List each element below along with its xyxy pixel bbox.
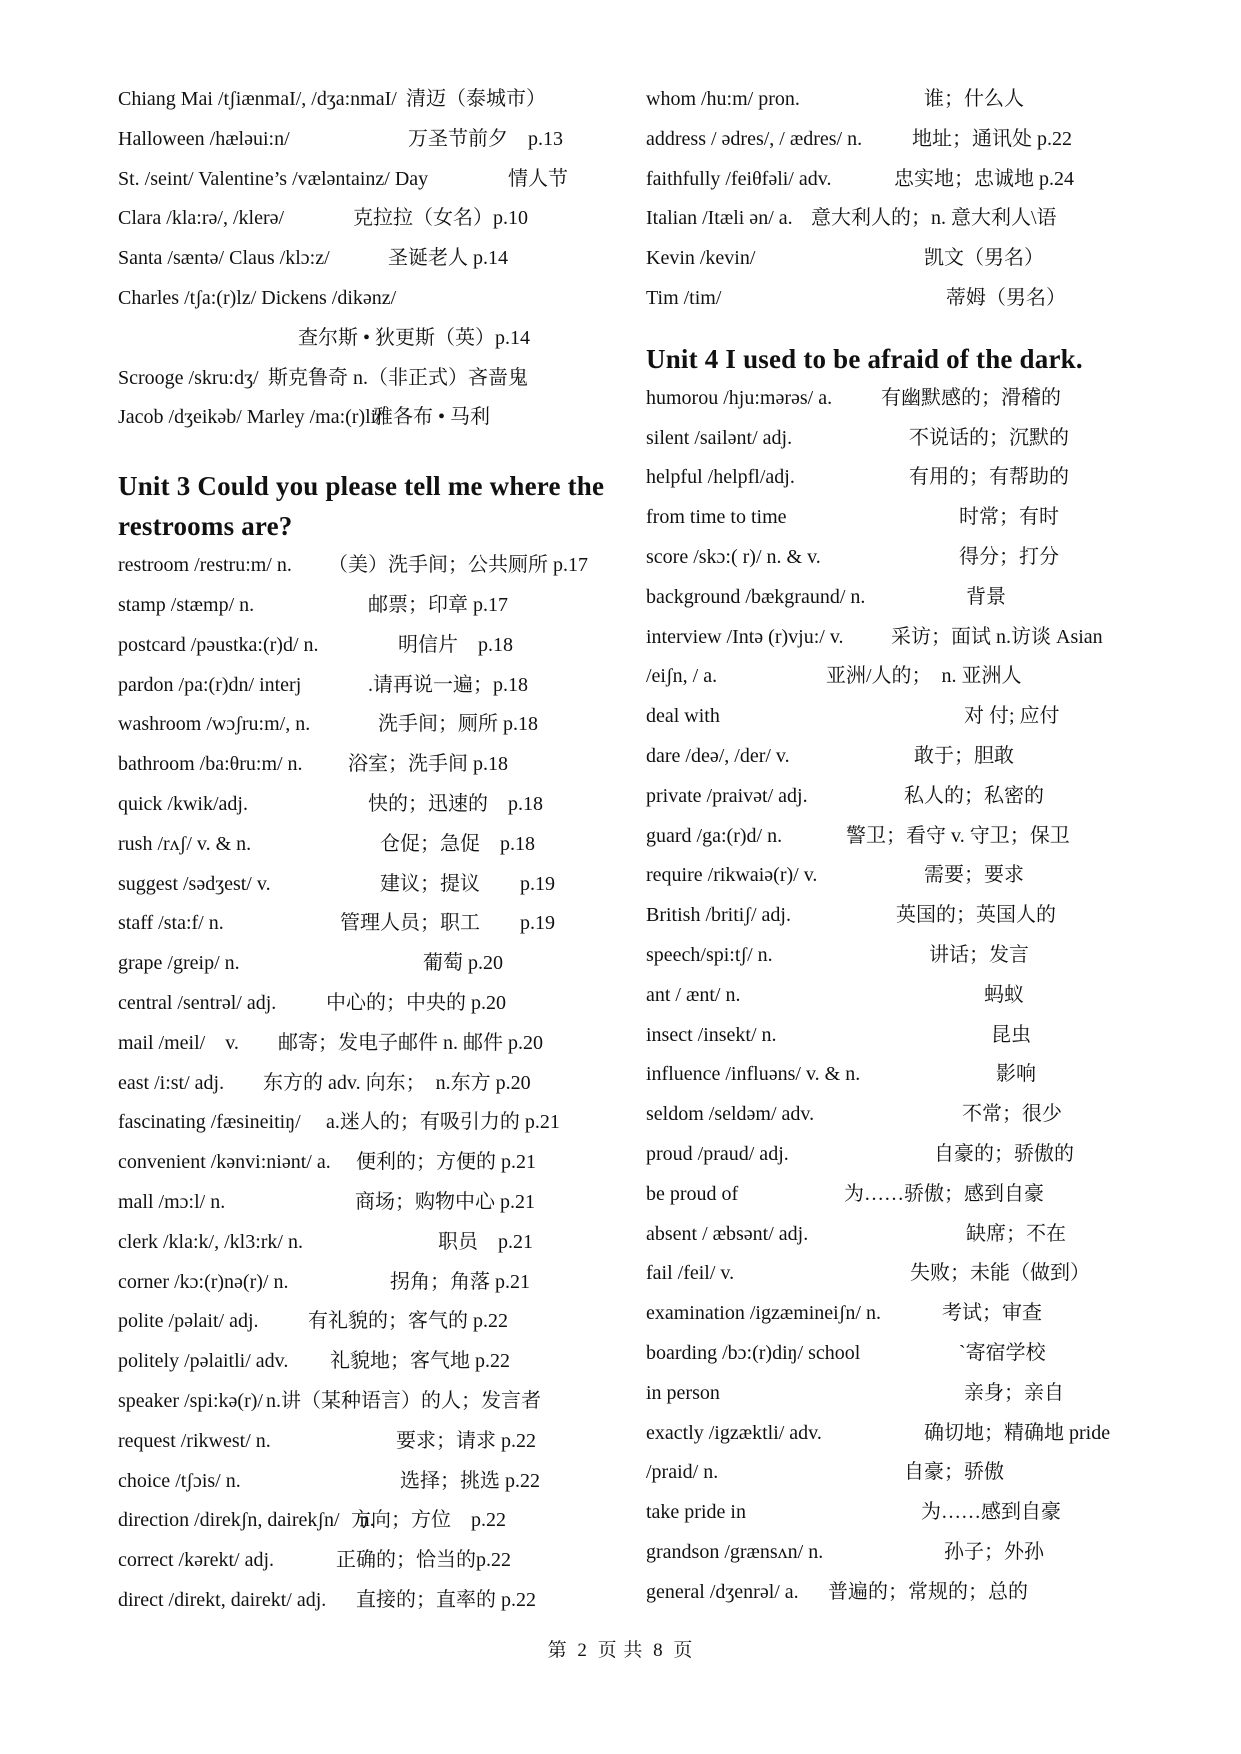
- entry-word: fascinating /fæsineitiŋ/: [118, 1111, 301, 1134]
- entry-word: direct /direkt, dairekt/ adj.: [118, 1588, 327, 1611]
- vocab-entry: [118, 239, 608, 279]
- entry-meaning: 有幽默感的；滑稽的: [881, 386, 1061, 409]
- unit3-vocab-entry: [118, 1422, 608, 1462]
- unit3-vocab-entry: [118, 1103, 608, 1143]
- entry-word: ant / ænt/ n.: [646, 983, 741, 1006]
- unit4-vocab-entry: [646, 379, 1166, 419]
- entry-meaning: 地址；通讯处 p.22: [912, 127, 1072, 150]
- entry-meaning: 凯文（男名）: [924, 247, 1044, 270]
- entry-word: stamp /stæmp/ n.: [118, 593, 255, 616]
- entry-meaning: 讲话；发言: [929, 943, 1029, 966]
- unit4-vocab-entry: [646, 697, 1166, 737]
- entry-word: politely /pəlaitli/ adv.: [118, 1350, 289, 1373]
- vocab-entry: [646, 199, 1166, 239]
- entry-meaning: 明信片 p.18: [398, 633, 513, 656]
- vocab-entry: [118, 359, 608, 399]
- entry-word: Santa /sæntə/ Claus /klɔ:z/: [118, 247, 330, 270]
- right-column: [646, 80, 1166, 1612]
- entry-meaning: 邮寄；发电子邮件 n. 邮件 p.20: [278, 1031, 543, 1054]
- unit4-vocab-entry: [646, 1095, 1166, 1135]
- unit3-vocab-entry: [118, 546, 608, 586]
- unit3-vocab-entry: [118, 904, 608, 944]
- entry-word: Italian /Itæli ən/ a.: [646, 207, 793, 230]
- footer-page-number: 2: [577, 1640, 588, 1661]
- entry-word: private /praivət/ adj.: [646, 784, 808, 807]
- entry-word: rush /rʌʃ/ v. & n.: [118, 832, 252, 855]
- entry-meaning: 自豪的；骄傲的: [934, 1142, 1074, 1165]
- unit4-vocab-entry: [646, 1493, 1166, 1533]
- unit3-vocab-entry: [118, 626, 608, 666]
- entry-meaning: 蒂姆（男名）: [946, 286, 1066, 309]
- entry-word: seldom /seldəm/ adv.: [646, 1103, 815, 1126]
- entry-meaning: 克拉拉（女名）p.10: [353, 207, 528, 230]
- unit3-vocab-entry: [118, 666, 608, 706]
- entry-meaning: 商场；购物中心 p.21: [355, 1190, 535, 1213]
- entry-meaning: 为……骄傲；感到自豪: [844, 1182, 1044, 1205]
- entry-meaning: 便利的；方便的 p.21: [356, 1151, 536, 1174]
- entry-meaning: 蚂蚁: [984, 983, 1024, 1006]
- vocab-entry: [646, 120, 1166, 160]
- unit3-vocab-entry: [118, 1342, 608, 1382]
- unit3-vocab-entry: [118, 1462, 608, 1502]
- entry-meaning: 雅各布 • 马利: [373, 406, 491, 429]
- unit4-vocab-entry: [646, 1334, 1166, 1374]
- entry-meaning: 谁；什么人: [924, 88, 1024, 110]
- entry-word: direction /direkʃn, dairekʃn/ n.: [118, 1509, 375, 1532]
- unit3-entries: [118, 546, 608, 1621]
- entry-meaning: 浴室；洗手间 p.18: [348, 753, 508, 776]
- entry-word: grape /greip/ n.: [118, 952, 240, 975]
- entry-word: deal with: [646, 705, 720, 728]
- entry-word: absent / æbsənt/ adj.: [646, 1222, 809, 1245]
- left-column: [118, 80, 608, 1621]
- unit3-vocab-entry: [118, 1223, 608, 1263]
- entry-word: staff /sta:f/ n.: [118, 912, 224, 935]
- entry-word: east /i:st/ adj.: [118, 1071, 225, 1094]
- footer-suffix: 页: [673, 1640, 694, 1661]
- entry-meaning: 拐角；角落 p.21: [390, 1270, 530, 1293]
- vocab-entry: [646, 80, 1166, 120]
- entry-meaning: 意大利人的；n. 意大利人\语: [811, 207, 1057, 230]
- entry-meaning: 管理人员；职工 p.19: [340, 912, 555, 935]
- entry-meaning: 确切地；精确地 pride: [924, 1421, 1111, 1444]
- vocab-entry: [118, 80, 608, 120]
- entry-meaning: 不常；很少: [962, 1103, 1062, 1126]
- unit3-vocab-entry: [118, 944, 608, 984]
- entry-word: clerk /kla:k/, /kl3:rk/ n.: [118, 1230, 303, 1253]
- entry-meaning: 斯克鲁奇 n.（非正式）吝啬鬼: [268, 366, 528, 389]
- entry-word: guard /ga:(r)d/ n.: [646, 824, 783, 847]
- entry-meaning: 敢于；胆敢: [914, 744, 1014, 767]
- left-top-entries: [118, 80, 608, 438]
- entry-word: washroom /wɔʃru:m/, n.: [118, 713, 311, 736]
- vocab-entry: [118, 279, 608, 319]
- entry-meaning: 葡萄 p.20: [423, 952, 503, 975]
- entry-meaning: a.迷人的；有吸引力的 p.21: [326, 1111, 560, 1134]
- page-footer: [0, 1635, 1241, 1662]
- unit3-vocab-entry: [118, 1024, 608, 1064]
- entry-meaning: 清迈（泰城市）: [406, 88, 546, 110]
- unit3-vocab-entry: [118, 1302, 608, 1342]
- unit3-vocab-entry: [118, 785, 608, 825]
- unit4-vocab-entry: [646, 1215, 1166, 1255]
- entry-meaning: 普遍的；常规的；总的: [828, 1580, 1028, 1603]
- entry-meaning: 仓促；急促 p.18: [380, 832, 535, 855]
- unit4-vocab-entry: [646, 1414, 1166, 1454]
- entry-word: speaker /spi:kə(r)/: [118, 1389, 263, 1412]
- entry-word: interview /Intə (r)vju:/ v.: [646, 625, 844, 648]
- entry-word: /eiʃn, / a.: [646, 665, 718, 688]
- entry-meaning: 为……感到自豪: [921, 1501, 1061, 1524]
- entry-word: from time to time: [646, 506, 787, 529]
- unit3-vocab-entry: [118, 1541, 608, 1581]
- entry-meaning: 邮票；印章 p.17: [368, 593, 508, 616]
- entry-meaning: （美）洗手间；公共厕所 p.17: [328, 554, 588, 577]
- unit3-vocab-entry: [118, 1581, 608, 1621]
- entry-meaning: 时常；有时: [959, 506, 1059, 529]
- entry-word: grandson /grænsʌn/ n.: [646, 1540, 824, 1563]
- entry-meaning: 亚洲/人的； n. 亚洲人: [826, 665, 1022, 688]
- entry-word: Charles /tʃa:(r)lz/ Dickens /dikənz/: [118, 286, 397, 309]
- unit4-vocab-entry: [646, 1175, 1166, 1215]
- unit3-vocab-entry: [118, 1183, 608, 1223]
- unit4-vocab-entry: [646, 458, 1166, 498]
- entry-word: mall /mɔ:l/ n.: [118, 1190, 226, 1213]
- entry-meaning: 亲身；亲自: [964, 1381, 1064, 1404]
- entry-word: dare /deə/, /der/ v.: [646, 744, 790, 767]
- entry-word: fail /feil/ v.: [646, 1262, 735, 1285]
- unit3-vocab-entry: [118, 1382, 608, 1422]
- entry-word: Tim /tim/: [646, 286, 722, 309]
- entry-word: in person: [646, 1381, 720, 1404]
- entry-meaning: 私人的；私密的: [904, 784, 1044, 807]
- entry-word: address / ədres/, / ædres/ n.: [646, 127, 863, 150]
- unit4-vocab-entry: [646, 856, 1166, 896]
- entry-meaning: 对 付; 应付: [964, 705, 1060, 728]
- entry-word: request /rikwest/ n.: [118, 1429, 271, 1452]
- entry-word: be proud of: [646, 1182, 739, 1205]
- entry-meaning: 情人节: [508, 167, 568, 190]
- entry-meaning: 失败；未能（做到）: [910, 1262, 1090, 1285]
- entry-meaning: 职员 p.21: [438, 1230, 533, 1253]
- unit4-heading: Unit 4 I used to be afraid of the dark.: [646, 343, 1083, 374]
- entry-word: restroom /restru:m/ n.: [118, 554, 292, 577]
- entry-word: bathroom /ba:θru:m/ n.: [118, 753, 303, 776]
- entry-meaning: 有用的；有帮助的: [909, 466, 1069, 489]
- entry-word: insect /insekt/ n.: [646, 1023, 777, 1046]
- unit4-vocab-entry: [646, 618, 1166, 658]
- entry-meaning: 圣诞老人 p.14: [388, 247, 508, 270]
- entry-word: /praid/ n.: [646, 1461, 719, 1484]
- entry-meaning: 背景: [966, 585, 1006, 608]
- entry-word: mail /meil/ v.: [118, 1031, 239, 1054]
- entry-word: background /bækgraund/ n.: [646, 585, 866, 608]
- entry-word: corner /kɔ:(r)nə(r)/ n.: [118, 1270, 289, 1293]
- entry-word: Jacob /dʒeikəb/ Marley /ma:(r)li/: [118, 406, 382, 429]
- entry-word: faithfully /feiθfəli/ adv.: [646, 167, 832, 190]
- entry-word: score /skɔ:( r)/ n. & v.: [646, 545, 821, 568]
- vocab-entry: [118, 160, 608, 200]
- vocab-entry: [118, 199, 608, 239]
- entry-word: proud /praud/ adj.: [646, 1142, 789, 1165]
- entry-word: pardon /pa:(r)dn/ interj: [118, 673, 302, 696]
- unit4-vocab-entry: [646, 1254, 1166, 1294]
- entry-word: Kevin /kevin/: [646, 247, 756, 270]
- unit4-vocab-entry: [646, 896, 1166, 936]
- entry-word: boarding /bɔ:(r)diŋ/ school: [646, 1341, 861, 1364]
- entry-meaning: 采访；面试 n.访谈 Asian: [891, 625, 1103, 648]
- entry-word: British /britiʃ/ adj.: [646, 904, 791, 927]
- entry-word: Clara /kla:rə/, /klerə/: [118, 207, 285, 230]
- entry-meaning: n.讲（某种语言）的人；发言者: [266, 1389, 541, 1412]
- unit4-vocab-entry: [646, 1016, 1166, 1056]
- entry-meaning: 需要；要求: [924, 864, 1024, 887]
- entry-word: take pride in: [646, 1501, 746, 1524]
- entry-word: postcard /pəustka:(r)d/ n.: [118, 633, 319, 656]
- unit4-vocab-entry: [646, 737, 1166, 777]
- vocab-entry: [646, 160, 1166, 200]
- entry-word: St. /seint/ Valentine’s /væləntainz/ Day: [118, 167, 429, 190]
- entry-meaning: 选择；挑选 p.22: [400, 1469, 540, 1492]
- unit4-vocab-entry: [646, 1573, 1166, 1613]
- unit4-vocab-entry: [646, 419, 1166, 459]
- entry-word: require /rikwaiə(r)/ v.: [646, 864, 818, 887]
- entry-meaning: 影响: [996, 1063, 1036, 1086]
- entry-meaning: 昆虫: [991, 1023, 1031, 1046]
- entry-meaning: 正确的；恰当的p.22: [336, 1549, 511, 1572]
- unit4-vocab-entry: [646, 976, 1166, 1016]
- vocab-entry: [646, 279, 1166, 319]
- vocab-entry: [118, 319, 608, 359]
- entry-meaning: 洗手间；厕所 p.18: [378, 713, 538, 736]
- unit4-vocab-entry: [646, 1055, 1166, 1095]
- entry-word: silent /sailənt/ adj.: [646, 426, 793, 449]
- entry-word: central /sentrəl/ adj.: [118, 991, 277, 1014]
- entry-word: correct /kərekt/ adj.: [118, 1549, 275, 1572]
- entry-meaning: 得分；打分: [959, 545, 1059, 568]
- entry-meaning: 考试；审查: [942, 1302, 1042, 1325]
- unit4-entries: [646, 379, 1166, 1613]
- entry-meaning: 忠实地；忠诚地 p.24: [894, 167, 1074, 190]
- footer-total-pages: 8: [653, 1640, 664, 1661]
- entry-word: suggest /sədʒest/ v.: [118, 872, 271, 895]
- unit4-vocab-entry: [646, 936, 1166, 976]
- footer-prefix: 第: [547, 1640, 568, 1661]
- entry-meaning: 万圣节前夕 p.13: [408, 127, 563, 150]
- entry-word: choice /tʃɔis/ n.: [118, 1469, 241, 1492]
- entry-word: humorou /hju:mərəs/ a.: [646, 386, 833, 409]
- entry-word: convenient /kənvi:niənt/ a.: [118, 1151, 331, 1174]
- entry-meaning: 建议；提议 p.19: [380, 872, 555, 895]
- entry-word: Scrooge /skru:dʒ/: [118, 366, 259, 389]
- entry-meaning: 警卫；看守 v. 守卫；保卫: [846, 824, 1070, 847]
- entry-meaning: 礼貌地；客气地 p.22: [330, 1350, 510, 1373]
- unit3-vocab-entry: [118, 825, 608, 865]
- entry-meaning: 查尔斯 • 狄更斯（英）p.14: [298, 326, 531, 349]
- unit4-vocab-entry: [646, 1533, 1166, 1573]
- entry-meaning: 方向；方位 p.22: [351, 1509, 506, 1532]
- unit4-vocab-entry: [646, 1135, 1166, 1175]
- entry-meaning: 孙子；外孙: [944, 1540, 1044, 1563]
- entry-meaning: 有礼貌的；客气的 p.22: [308, 1310, 508, 1333]
- unit4-vocab-entry: [646, 498, 1166, 538]
- unit4-vocab-entry: [646, 1374, 1166, 1414]
- unit4-vocab-entry: [646, 1294, 1166, 1334]
- entry-meaning: 自豪；骄傲: [904, 1461, 1004, 1484]
- entry-meaning: `寄宿学校: [959, 1341, 1046, 1364]
- vocab-entry: [646, 239, 1166, 279]
- entry-word: Chiang Mai /tʃiænmaI/, /dʒa:nmaI/: [118, 88, 397, 110]
- entry-word: polite /pəlait/ adj.: [118, 1310, 259, 1333]
- entry-word: whom /hu:m/ pron.: [646, 88, 800, 110]
- entry-word: exactly /igzæktli/ adv.: [646, 1421, 822, 1444]
- unit3-vocab-entry: [118, 865, 608, 905]
- unit4-vocab-entry: [646, 578, 1166, 618]
- entry-meaning: 快的；迅速的 p.18: [368, 792, 543, 815]
- entry-word: general /dʒenrəl/ a.: [646, 1580, 799, 1603]
- entry-meaning: 东方的 adv. 向东； n.东方 p.20: [263, 1071, 531, 1094]
- unit3-vocab-entry: [118, 745, 608, 785]
- unit4-vocab-entry: [646, 777, 1166, 817]
- unit3-vocab-entry: [118, 1143, 608, 1183]
- entry-meaning: 中心的；中央的 p.20: [326, 991, 506, 1014]
- unit3-vocab-entry: [118, 984, 608, 1024]
- entry-meaning: 缺席；不在: [966, 1222, 1066, 1245]
- entry-meaning: 要求；请求 p.22: [396, 1429, 536, 1452]
- entry-word: quick /kwik/adj.: [118, 792, 248, 815]
- unit4-vocab-entry: [646, 657, 1166, 697]
- right-top-entries: [646, 80, 1166, 319]
- unit4-vocab-entry: [646, 538, 1166, 578]
- unit3-vocab-entry: [118, 1064, 608, 1104]
- unit3-vocab-entry: [118, 705, 608, 745]
- unit3-heading: Unit 3 Could you please tell me where the restrooms are?: [118, 471, 605, 542]
- footer-mid: 页 共: [597, 1640, 644, 1661]
- entry-word: Halloween /hæləui:n/: [118, 127, 290, 150]
- entry-word: examination /igzæmineiʃn/ n.: [646, 1302, 881, 1325]
- unit3-vocab-entry: [118, 1263, 608, 1303]
- entry-meaning: 直接的；直率的 p.22: [356, 1588, 536, 1611]
- entry-meaning: .请再说一遍；p.18: [368, 673, 528, 696]
- entry-word: speech/spi:tʃ/ n.: [646, 943, 773, 966]
- unit4-vocab-entry: [646, 1453, 1166, 1493]
- unit4-vocab-entry: [646, 817, 1166, 857]
- unit3-vocab-entry: [118, 586, 608, 626]
- entry-word: influence /influəns/ v. & n.: [646, 1063, 861, 1086]
- vocab-entry: [118, 120, 608, 160]
- vocab-entry: [118, 398, 608, 438]
- entry-meaning: 英国的；英国人的: [896, 904, 1056, 927]
- entry-word: helpful /helpfl/adj.: [646, 466, 795, 489]
- entry-meaning: 不说话的；沉默的: [909, 426, 1069, 449]
- unit3-vocab-entry: [118, 1501, 608, 1541]
